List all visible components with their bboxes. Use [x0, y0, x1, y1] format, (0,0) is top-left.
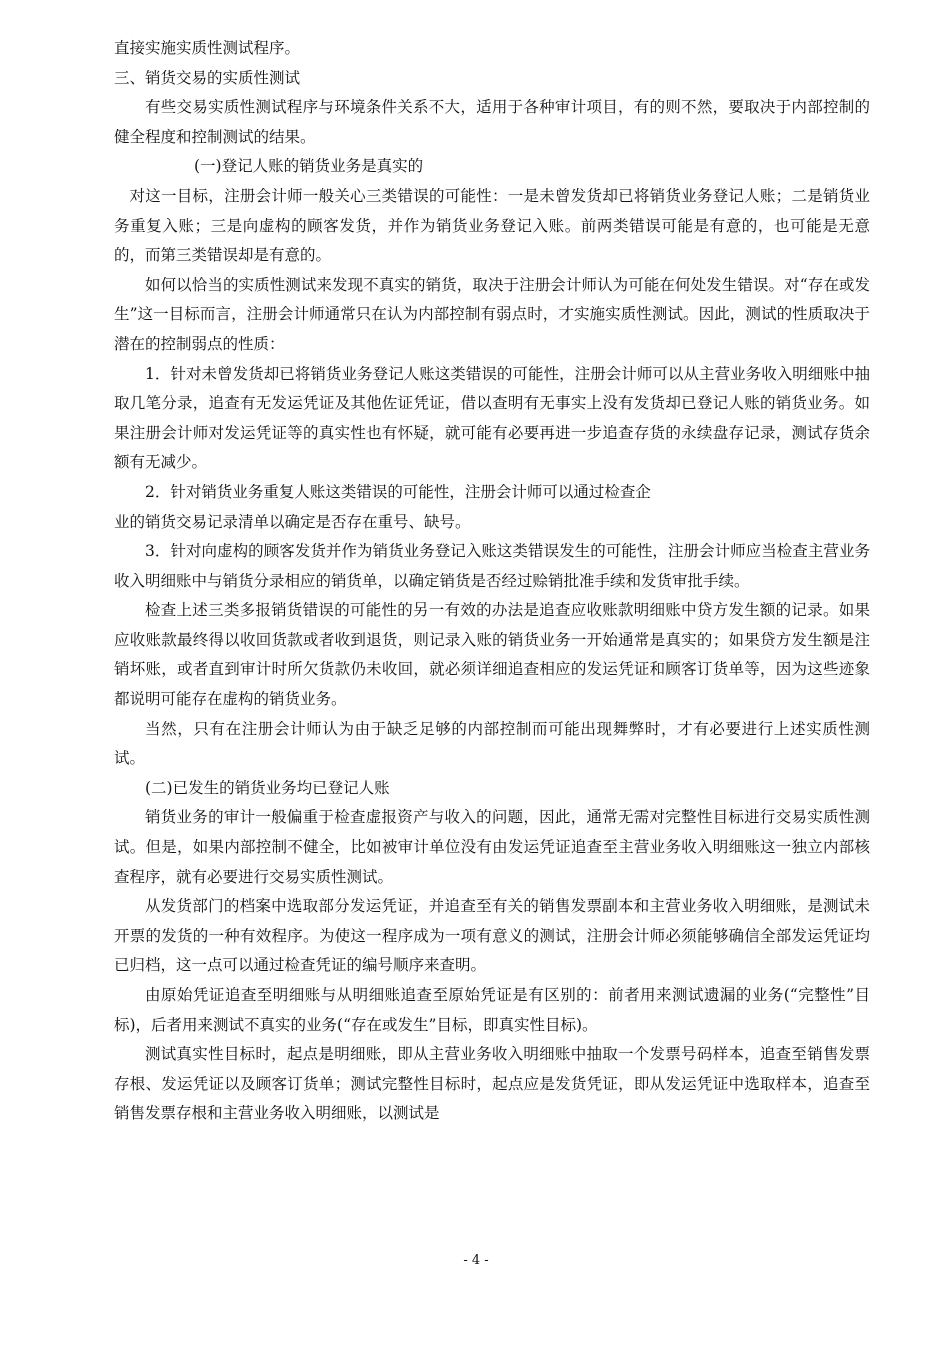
- paragraph-testing: 测试真实性目标时，起点是明细账，即从主营业务收入明细账中抽取一个发票号码样本，追查至销售发票存根、发运凭证以及顾客订货单；测试完整性目标时，起点应是发货凭证，即从发运凭证中选取样本，追查至销售发票存根和主营业务收入明细账，以测试是: [114, 1045, 870, 1123]
- paragraph-other-method: 检查上述三类多报销货错误的可能性的另一有效的办法是追查应收账款明细账中贷方发生额的记录。如果应收账款最终得以收回货款或者收到退货，则记录入账的销货业务一开始通常是真实的；如果贷方发生额是注销坏账，或者直到审计时所欠货款仍未收回，就必须详细追查相应的发运凭证和顾客订货单等，因为这些迹象都说明可能存在虚构的销货业务。: [114, 601, 870, 709]
- document-page: [114, 34, 870, 1129]
- list-item-1: 1．针对未曾发货却已将销货业务登记人账这类错误的可能性，注册会计师可以从主营业务收入明细账中抽取几笔分录，追查有无发运凭证及其他佐证凭证，借以查明有无事实上没有发货却已登记人账的销货业务。如果注册会计师对发运凭证等的真实性也有怀疑，就可能有必要再进一步追查存货的永续盘存记录，测试存货余额有无减少。: [114, 364, 870, 472]
- list-item-3: 3．针对向虚构的顾客发货并作为销货业务登记入账这类错误发生的可能性，注册会计师应当检查主营业务收入明细账中与销货分录相应的销货单，以确定销货是否经过赊销批准手续和发货审批手续。: [114, 542, 870, 590]
- paragraph-continuation: 直接实施实质性测试程序。: [114, 39, 301, 57]
- paragraph-of-course: 当然，只有在注册会计师认为由于缺乏足够的内部控制而可能出现舞弊时，才有必要进行上述实质性测试。: [114, 719, 870, 768]
- page-number: - 4 -: [463, 1253, 489, 1268]
- paragraph-direction: 由原始凭证追查至明细账与从明细账追查至原始凭证是有区别的：前者用来测试遗漏的业务(“完整性”目标)，后者用来测试不真实的业务(“存在或发生”目标，即真实性目标)。: [114, 986, 870, 1034]
- paragraph-objective: 对这一目标，注册会计师一般关心三类错误的可能性：一是未曾发货却已将销货业务登记人账；二是销货业务重复入账；三是向虚构的顾客发货，并作为销货业务登记入账。前两类错误可能是有意的，也可能是无意的，而第三类错误却是有意的。: [114, 186, 870, 265]
- paragraph-how-to-detect: 如何以恰当的实质性测试来发现不真实的销货，取决于注册会计师认为可能在何处发生错误。对“存在或发生”这一目标而言，注册会计师通常只在认为内部控制有弱点时，才实施实质性测试。因此，测试的性质取决于潜在的控制弱点的性质：: [114, 275, 870, 353]
- paragraph-intro: 有些交易实质性测试程序与环境条件关系不大，适用于各种审计项目，有的则不然，要取决于内部控制的健全程度和控制测试的结果。: [114, 98, 870, 146]
- subsection-heading-1: (一)登记人账的销货业务是真实的: [194, 157, 424, 176]
- list-item-2-line-2: 业的销货交易记录清单以确定是否存在重号、缺号。: [114, 512, 471, 531]
- section-heading-3: 三、销货交易的实质性测试: [114, 68, 301, 87]
- list-item-2-line-1: 2．针对销货业务重复人账这类错误的可能性，注册会计师可以通过检查企: [145, 482, 651, 501]
- paragraph-shipping-docs: 从发货部门的档案中选取部分发运凭证，并追查至有关的销售发票副本和主营业务收入明细账，是测试未开票的发货的一种有效程序。为使这一程序成为一项有意义的测试，注册会计师必须能够确信全部发运凭证均已归档，这一点可以通过检查凭证的编号顺序来查明。: [114, 897, 870, 975]
- subsection-heading-2: (二)已发生的销货业务均已登记人账: [145, 778, 390, 797]
- paragraph-completeness: 销货业务的审计一般偏重于检查虚报资产与收入的问题，因此，通常无需对完整性目标进行交易实质性测试。但是，如果内部控制不健全，比如被审计单位没有由发运凭证追查至主营业务收入明细账这一独立内部核查程序，就有必要进行交易实质性测试。: [114, 808, 870, 886]
